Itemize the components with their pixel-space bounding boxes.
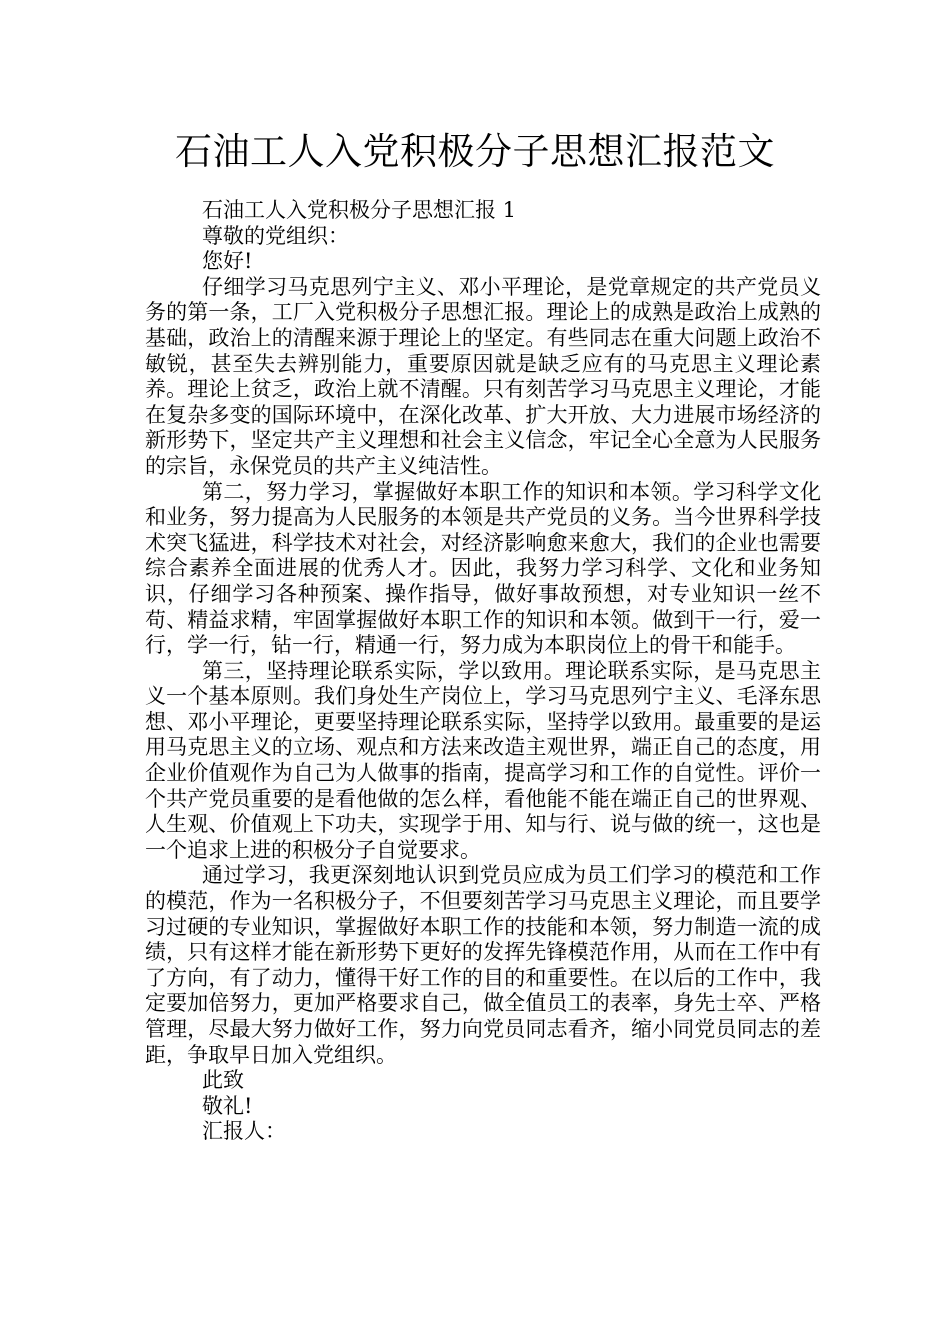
document-title: 石油工人入党积极分子思想汇报范文 [175, 130, 775, 173]
greeting: 您好! [202, 249, 253, 274]
salutation: 尊敬的党组织： [202, 223, 349, 248]
paragraph-1: 仔细学习马克思列宁主义、邓小平理论，是党章规定的共产党员义务的第一条，工厂入党积极分子思想汇报。理论上的成熟是政治上成熟的基础，政治上的清醒来源于理论上的坚定。有些同志在重大问题上政治不敏锐，甚至失去辨别能力，重要原因就是缺乏应有的马克思主义理论素养。理论上贫乏，政治上就不清醒。只有刻苦学习马克思主义理论，才能在复杂多变的国际环境中，在深化改革、扩大开放、大力进展市场经济的新形势下，坚定共产主义理想和社会主义信念，牢记全心全意为人民服务的宗旨，永保党员的共产主义纯洁性。 [145, 274, 821, 478]
closing-line-2: 敬礼! [202, 1093, 253, 1118]
paragraph-2: 第二，努力学习，掌握做好本职工作的知识和本领。学习科学文化和业务，努力提高为人民服务的本领是共产党员的义务。当今世界科学技术突飞猛进，科学技术对社会，对经济影响愈来愈大，我们的企业也需要综合素养全面进展的优秀人才。因此，我努力学习科学、文化和业务知识，仔细学习各种预案、操作指导，做好事故预想，对专业知识一丝不苟、精益求精，牢固掌握做好本职工作的知识和本领。做到干一行，爱一行，学一行，钻一行，精通一行，努力成为本职岗位上的骨干和能手。 [145, 479, 821, 658]
document-body [145, 198, 821, 1145]
closing-line-1: 此致 [202, 1068, 244, 1093]
report-subtitle: 石油工人入党积极分子思想汇报 1 [202, 198, 517, 222]
paragraph-3: 第三，坚持理论联系实际，学以致用。理论联系实际，是马克思主义一个基本原则。我们身处生产岗位上，学习马克思列宁主义、毛泽东思想、邓小平理论，更要坚持理论联系实际，坚持学以致用。最重要的是运用马克思主义的立场、观点和方法来改造主观世界，端正自己的态度，用企业价值观作为自己为人做事的指南，提高学习和工作的自觉性。评价一个共产党员重要的是看他做的怎么样，看他能不能在端正自己的世界观、人生观、价值观上下功夫，实现学于用、知与行、说与做的统一，这也是一个追求上进的积极分子自觉要求。 [145, 658, 821, 862]
signature-label: 汇报人： [202, 1119, 286, 1144]
paragraph-4: 通过学习，我更深刻地认识到党员应成为员工们学习的模范和工作的模范，作为一名积极分子，不但要刻苦学习马克思主义理论，而且要学习过硬的专业知识，掌握做好本职工作的技能和本领，努力制造一流的成绩，只有这样才能在新形势下更好的发挥先锋模范作用，从而在工作中有了方向，有了动力，懂得干好工作的目的和重要性。在以后的工作中，我定要加倍努力，更加严格要求自己，做全值员工的表率，身先士卒、严格管理，尽最大努力做好工作，努力向党员同志看齐，缩小同党员同志的差距，争取早日加入党组织。 [145, 863, 821, 1067]
